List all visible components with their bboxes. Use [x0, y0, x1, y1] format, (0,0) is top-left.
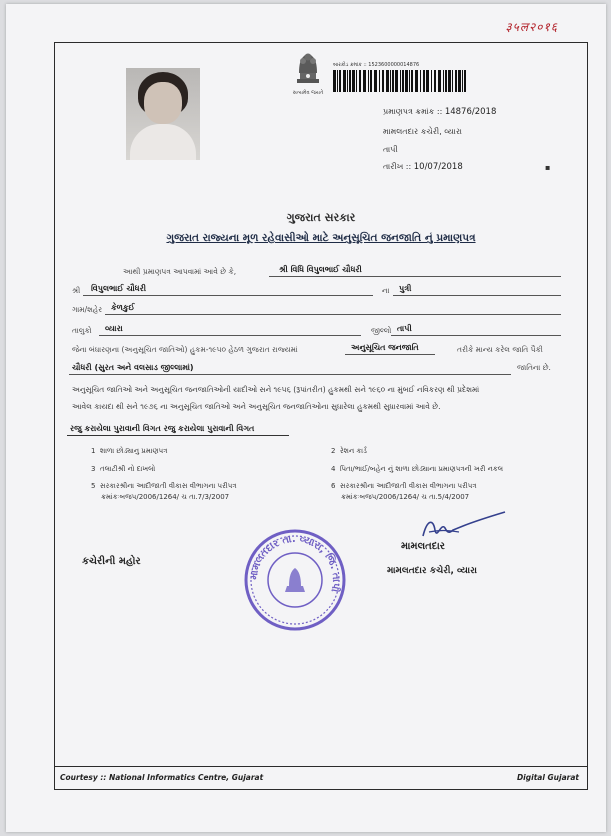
footer-divider	[55, 766, 587, 767]
district-value: તાપી	[397, 324, 412, 333]
taluka-label: તાલુકો	[72, 326, 92, 335]
certificate-number-value: 14876/2018	[444, 107, 497, 117]
applicant-photo	[126, 68, 200, 160]
legal-paragraph-line-2: આવેલ કાયદા થી સને ૧૯૭૬ ના અનુસૂચિત જાતિઓ અને અનુસૂચિત જનજાતિઓના સુધારેલા હુકમથી સુધારવામાં આવે છે.	[72, 402, 441, 411]
certificate-number	[383, 107, 496, 117]
district-label: જીલ્લો	[371, 326, 392, 335]
order-line-suffix: તરીકે માન્ય કરેલ જાતિ પૈકી	[457, 345, 543, 354]
certificate-number-label: પ્રમાણપત્ર ક્રમાંક ::	[383, 107, 443, 116]
issuing-office: મામલતદાર કચેરી, વ્યારા	[383, 127, 462, 136]
document-item-6: 6 સરકારશ્રીના આદીજાતી વીકાસ વીભાગના પરીપત્ર ક્રમાંકઃબજપ/2006/1264/ ચ તા.5/4/2007	[331, 482, 477, 501]
signatory-title: મામલતદાર	[401, 541, 445, 552]
legal-paragraph	[72, 381, 479, 415]
footer-brand: Digital Gujarat	[516, 773, 579, 782]
taluka-value: વ્યારા	[105, 324, 123, 333]
document-item-2: 2 રેશન કાર્ડ	[331, 447, 367, 455]
document-item-3: 3 તલાટીશ્રી નો દાખલો	[91, 465, 156, 473]
office-seal-label: કચેરીની મહોર	[82, 556, 141, 567]
ashoka-emblem-icon	[288, 49, 328, 99]
barcode-icon	[333, 70, 469, 92]
handwritten-reference-note: ३५ल२०१६	[505, 20, 558, 34]
barcode-number: બારકોડ ક્રમાંક :: 1523600000014876	[333, 62, 420, 68]
document-item-4: 4 પિતા/ભાઈ/બહેન નું શાળા છોડ્યાના પ્રમાણપત્રની ખરી નકલ	[331, 465, 504, 473]
caste-suffix: જાતિના છે.	[517, 363, 551, 372]
emblem-caption: સત્યમેવ જયતે	[292, 90, 324, 96]
certificate-frame: સત્યમેવ જયતે બારકોડ ક્રમાંક :: 1523600000014876 પ્રમાણપત્ર ક્રમાંક :: 14876/2018 મામલતદાર કચેરી, વ્યારા તાપી તારીખ :: 10/07/2018 ▪ ગુજરાત સરકાર ગુજરાત રાજ્યના મૂળ રહેવાસીઓ માટે અનુસૂચિત જનજાતિ નું પ્રમાણપત્ર આથી પ્રમાણપત્ર આપવામાં આવે છે કે, શ્રી વિધિ વિપુલભાઈ ચૌધરી શ્રી વિપુલભાઈ ચૌધરી ના પુત્રી ગામ/શહેર કેળકુઈ તાલુકો વ્યારા જીલ્લો તાપી જેના બંધારણના (અનુસૂચિત જાતિઓ) હુકમ-૧૯૫૦ હેઠળ ગુજરાત રાજ્યમાં અનુસૂચિત જનજાતિ તરીકે માન્ય કરેલ જાતિ પૈકી ચૌધરી (સુરત અને વલસાડ જીલ્લામાં) જાતિના છે. અનુસૂચિત જાતિઓ અને અનુસૂચિત જનજાતિઓની યાદીઓ સને ૧૯૫૬ (રૂપાંતરીત) હુકમથી સને ૧૯૬૦ ના મુંબઈ નવિકરણ થી પ્રદેશમાં આવેલ કાયદા થી સને ૧૯૭૬ ના અનુસૂચિત જાતિઓ અને અનુસૂચિત જનજાતિઓના સુધારેલા હુકમથી સુધારવામાં આવે છે. રજુ કરાયેલા પુરાવાની વિગત રજુ કરાયેલા પુરાવાની વિગત 1 શાળા છોડ્યાનુ પ્રમાણપત્ર 2 રેશન કાર્ડ 3 તલાટીશ્રી નો દાખલો 4 પિતા/ભાઈ/બહેન નું શાળા છોડ્યાના પ્રમાણપત્રની ખરી નકલ 5 સરકારશ્રીના આદીજાતી વીકાસ વીભાગના પરીપત્ર ક્રમાંકઃબજપ/2006/1264/ ચ તા.7/3/2007 6 સરકારશ્રીના આદીજાતી વીકાસ વીભાગના પરીપત્ર ક્રમાંકઃબજપ/2006/1264/ ચ તા.5/4/2007 કચેરીની મહોર મામલતદાર તા. વ્યારા, જિ. તાપી મામલતદાર મામલતદાર કચેરી, વ્યારા Courtesy :: National Informatics Centre, Gujarat Digital Gujarat	[54, 42, 588, 790]
svg-text:મામલતદાર તા. વ્યારા, જિ. તાપી: મામલતદાર તા. વ્યારા, જિ. તાપી	[248, 533, 342, 593]
document-item-5: 5 સરકારશ્રીના આદીજાતી વીકાસ વીભાગના પરીપત્ર ક્રમાંકઃબજપ/2006/1264/ ચ તા.7/3/2007	[91, 482, 237, 501]
document-ref-5: ક્રમાંકઃબજપ/2006/1264/ ચ તા.7/3/2007	[101, 493, 230, 501]
certificate-title: ગુજરાત રાજ્યના મૂળ રહેવાસીઓ માટે અનુસૂચિત જનજાતિ નું પ્રમાણપત્ર	[166, 232, 476, 244]
father-prefix: શ્રી	[72, 286, 81, 295]
issue-date	[383, 162, 463, 172]
signature-icon	[419, 510, 509, 544]
issued-to-value: શ્રી વિધિ વિપુલભાઈ ચૌધરી	[279, 265, 362, 274]
village-label: ગામ/શહેર	[72, 305, 103, 314]
document-ref-6: ક્રમાંકઃબજપ/2006/1264/ ચ તા.5/4/2007	[341, 493, 470, 501]
tribe-category: અનુસૂચિત જનજાતિ	[351, 343, 419, 352]
document-item-1: 1 શાળા છોડ્યાનુ પ્રમાણપત્ર	[91, 447, 168, 455]
relation-value: પુત્રી	[399, 284, 412, 293]
issue-date-value: 10/07/2018	[413, 162, 463, 172]
signatory-office: મામલતદાર કચેરી, વ્યારા	[387, 566, 477, 576]
issued-to-label: આથી પ્રમાણપત્ર આપવામાં આવે છે કે,	[123, 267, 237, 276]
certificate-sheet	[6, 4, 606, 832]
father-name: વિપુલભાઈ ચૌધરી	[91, 284, 147, 293]
caste-value: ચૌધરી (સુરત અને વલસાડ જીલ્લામાં)	[72, 363, 194, 372]
footer-courtesy: Courtesy :: National Informatics Centre, Gujarat	[60, 773, 264, 782]
relation-label: ના	[382, 286, 390, 295]
issuing-district: તાપી	[383, 145, 398, 154]
documents-heading: રજુ કરાયેલા પુરાવાની વિગત રજુ કરાયેલા પુરાવાની વિગત	[70, 424, 255, 433]
legal-paragraph-line-1: અનુસૂચિત જાતિઓ અને અનુસૂચિત જનજાતિઓની યાદીઓ સને ૧૯૫૬ (રૂપાંતરીત) હુકમથી સને ૧૯૬૦ ના મુંબઈ નવિકરણ થી પ્રદેશમાં	[72, 385, 480, 394]
official-seal-icon	[243, 528, 347, 632]
village-value: કેળકુઈ	[111, 303, 135, 312]
government-title: ગુજરાત સરકાર	[286, 211, 356, 224]
order-line-text: જેના બંધારણના (અનુસૂચિત જાતિઓ) હુકમ-૧૯૫૦ હેઠળ ગુજરાત રાજ્યમાં	[72, 345, 298, 354]
issue-date-label: તારીખ ::	[383, 162, 412, 171]
